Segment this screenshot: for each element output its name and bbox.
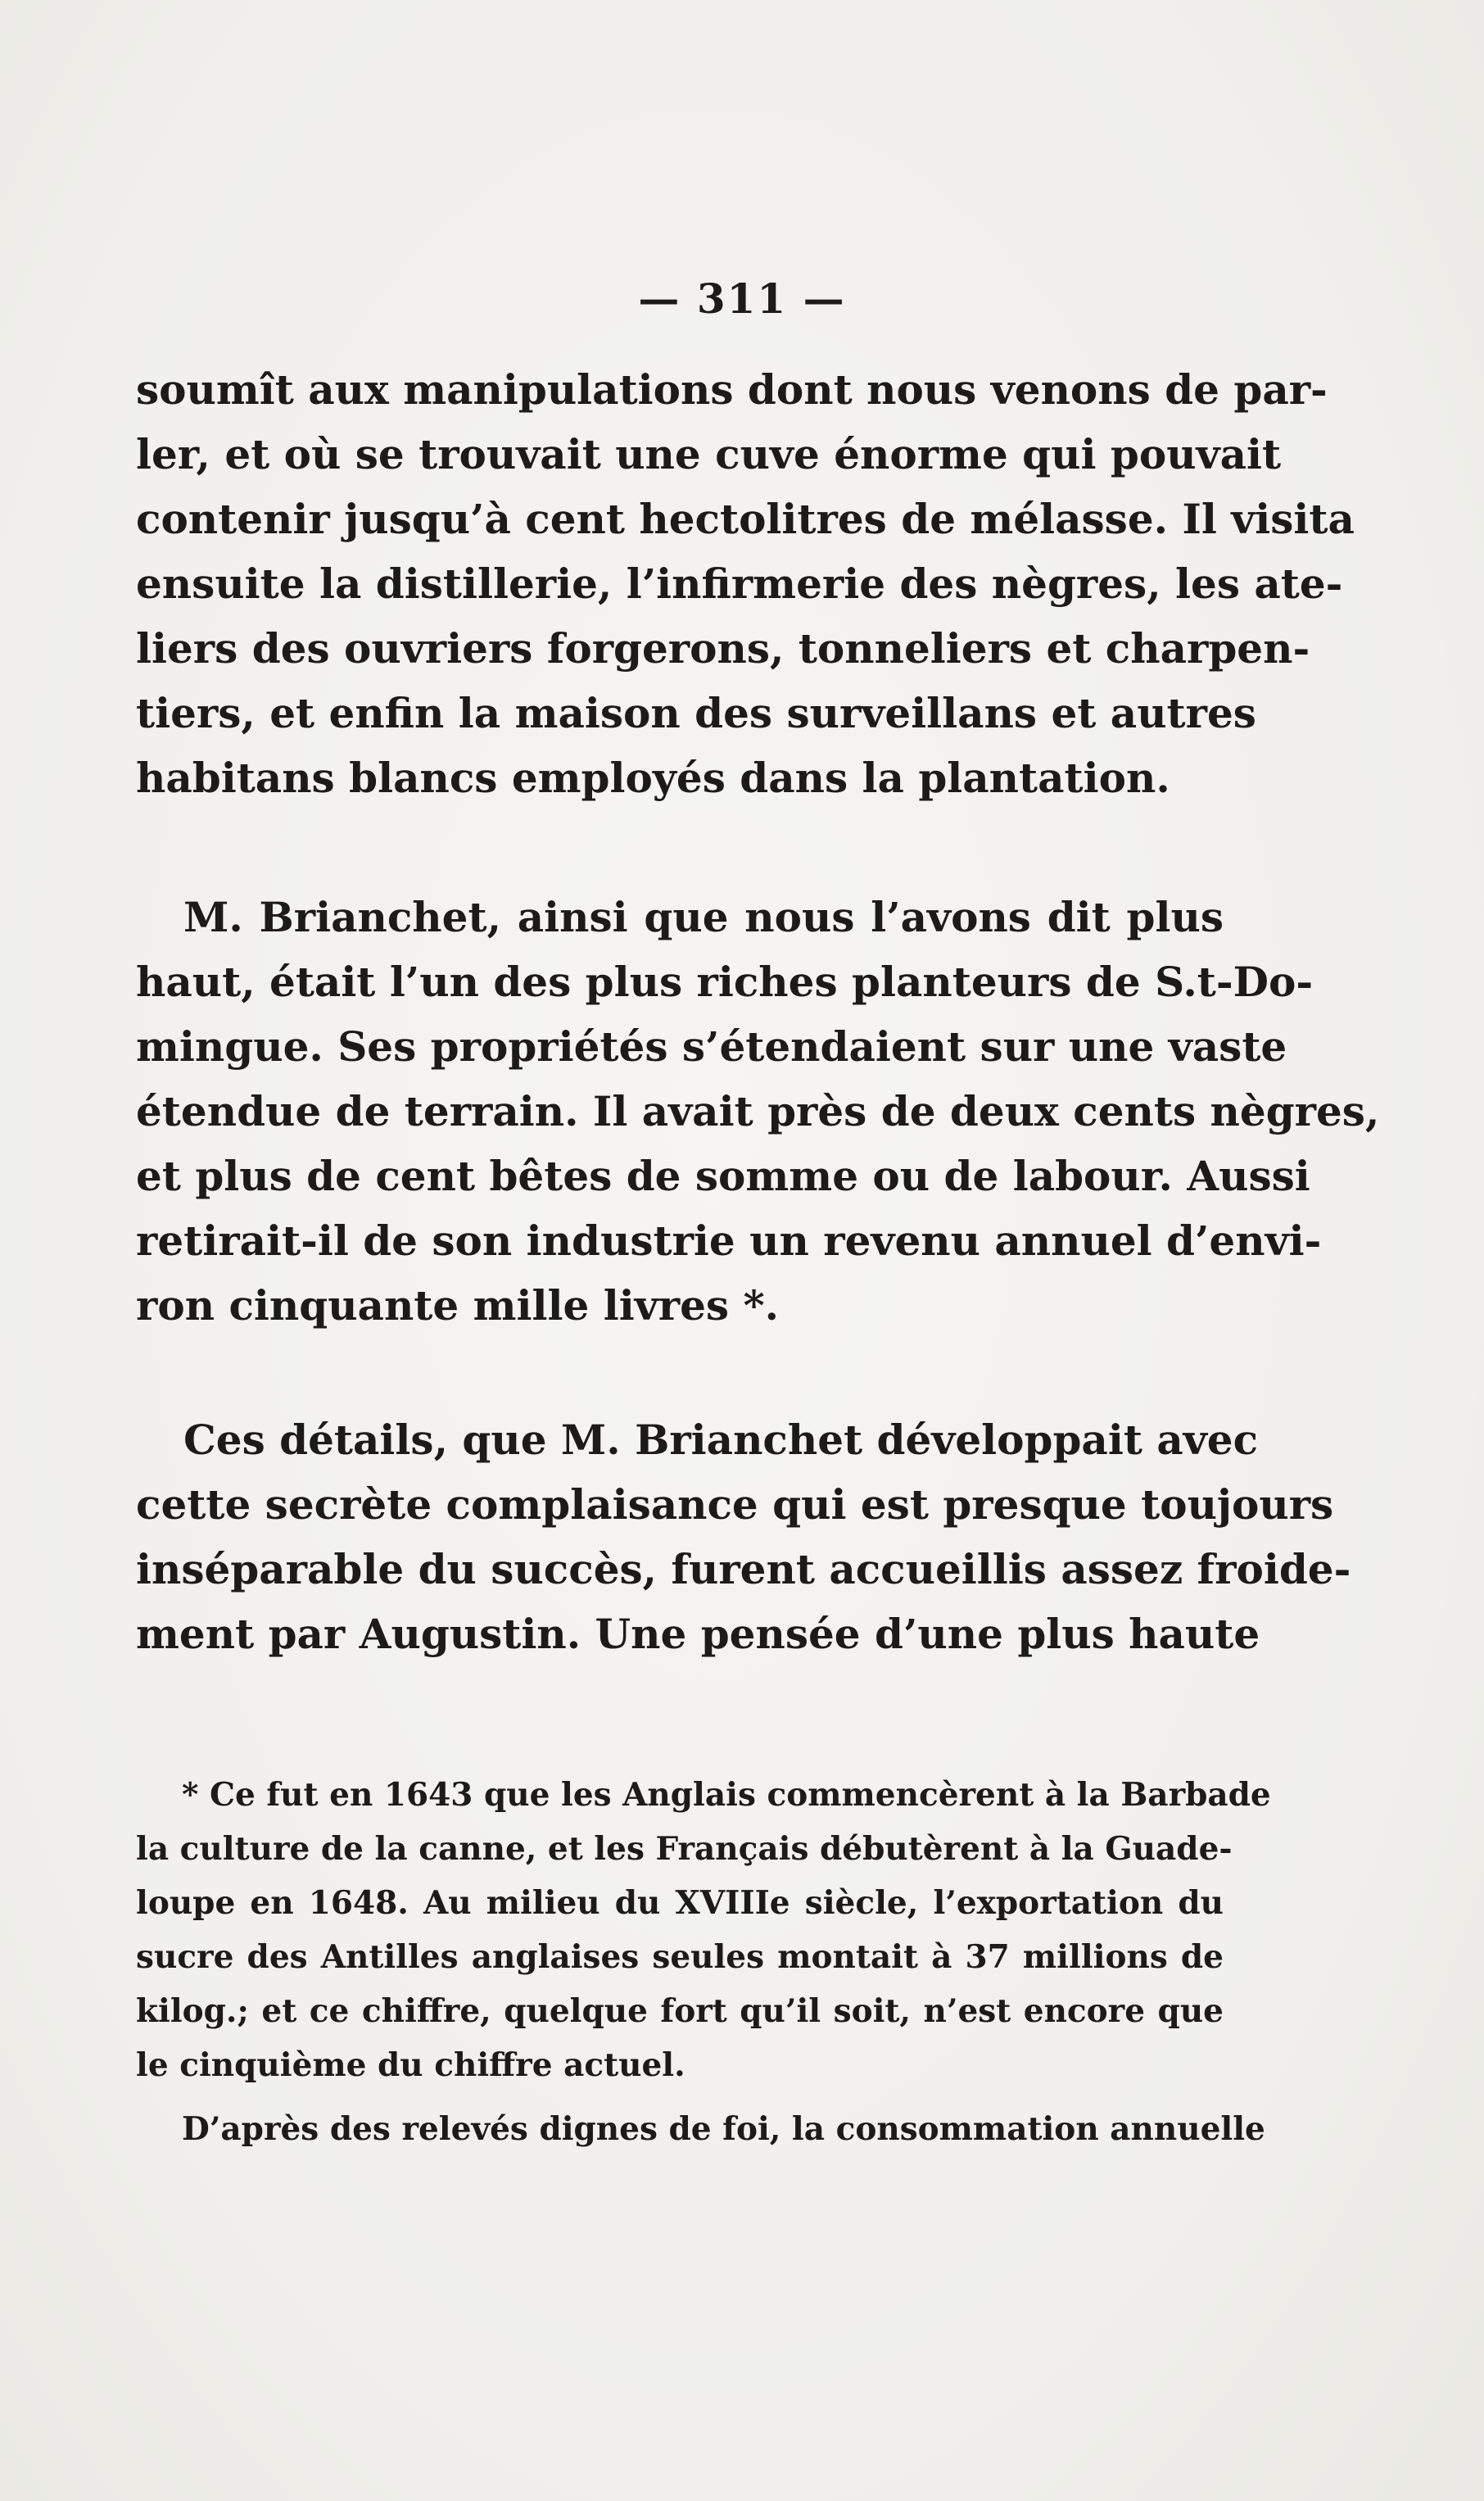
text-line: cette secrète complaisance qui est presque toujours bbox=[136, 1480, 1334, 1529]
footnote-line: D’après des relevés dignes de foi, la consommation annuelle bbox=[182, 2110, 1265, 2148]
text-line: haut, était l’un des plus riches planteurs de S.t-Do- bbox=[136, 958, 1314, 1006]
footnote-line: la culture de la canne, et les Français débutèrent à la Guade- bbox=[136, 1830, 1233, 1868]
paragraph-2 bbox=[136, 885, 1380, 1338]
text-line: ron cinquante mille livres *. bbox=[136, 1281, 780, 1330]
footnote-line: sucre des Antilles anglaises seules montait à 37 millions de bbox=[136, 1938, 1224, 1976]
text-line: soumît aux manipulations dont nous venons de par- bbox=[136, 365, 1328, 414]
paragraph-1 bbox=[136, 357, 1355, 810]
text-line: inséparable du succès, furent accueillis assez froide- bbox=[136, 1545, 1351, 1593]
text-line: retirait-il de son industrie un revenu annuel d’envi- bbox=[136, 1217, 1322, 1265]
text-line: liers des ouvriers forgerons, tonneliers et charpen- bbox=[136, 624, 1310, 673]
footnote-line: loupe en 1648. Au milieu du XVIIIe siècle, l’exportation du bbox=[136, 1884, 1224, 1922]
footnote-line: le cinquième du chiffre actuel. bbox=[136, 2046, 685, 2084]
text-line: ensuite la distillerie, l’infirmerie des nègres, les ate- bbox=[136, 560, 1343, 608]
text-line: étendue de terrain. Il avait près de deux cents nègres, bbox=[136, 1087, 1380, 1135]
text-line: tiers, et enfin la maison des surveillans et autres bbox=[136, 689, 1256, 737]
text-line: mingue. Ses propriétés s’étendaient sur une vaste bbox=[136, 1022, 1287, 1071]
text-line: contenir jusqu’à cent hectolitres de mélasse. Il visita bbox=[136, 495, 1355, 543]
paragraph-3 bbox=[136, 1407, 1351, 1666]
footnote bbox=[136, 1768, 1271, 2156]
text-line: Ces détails, que M. Brianchet développait avec bbox=[183, 1416, 1259, 1464]
text-line: et plus de cent bêtes de somme ou de labour. Aussi bbox=[136, 1152, 1310, 1200]
footnote-line: * Ce fut en 1643 que les Anglais commencèrent à la Barbade bbox=[182, 1776, 1271, 1814]
footnote-line: kilog.; et ce chiffre, quelque fort qu’il soit, n’est encore que bbox=[136, 1992, 1224, 2030]
text-line: ment par Augustin. Une pensée d’une plus haute bbox=[136, 1610, 1260, 1658]
text-line: ler, et où se trouvait une cuve énorme qui pouvait bbox=[136, 430, 1282, 478]
text-line: M. Brianchet, ainsi que nous l’avons dit plus bbox=[183, 893, 1224, 941]
text-line: habitans blancs employés dans la plantation. bbox=[136, 754, 1170, 802]
page-number-header: — 311 — bbox=[638, 274, 846, 323]
